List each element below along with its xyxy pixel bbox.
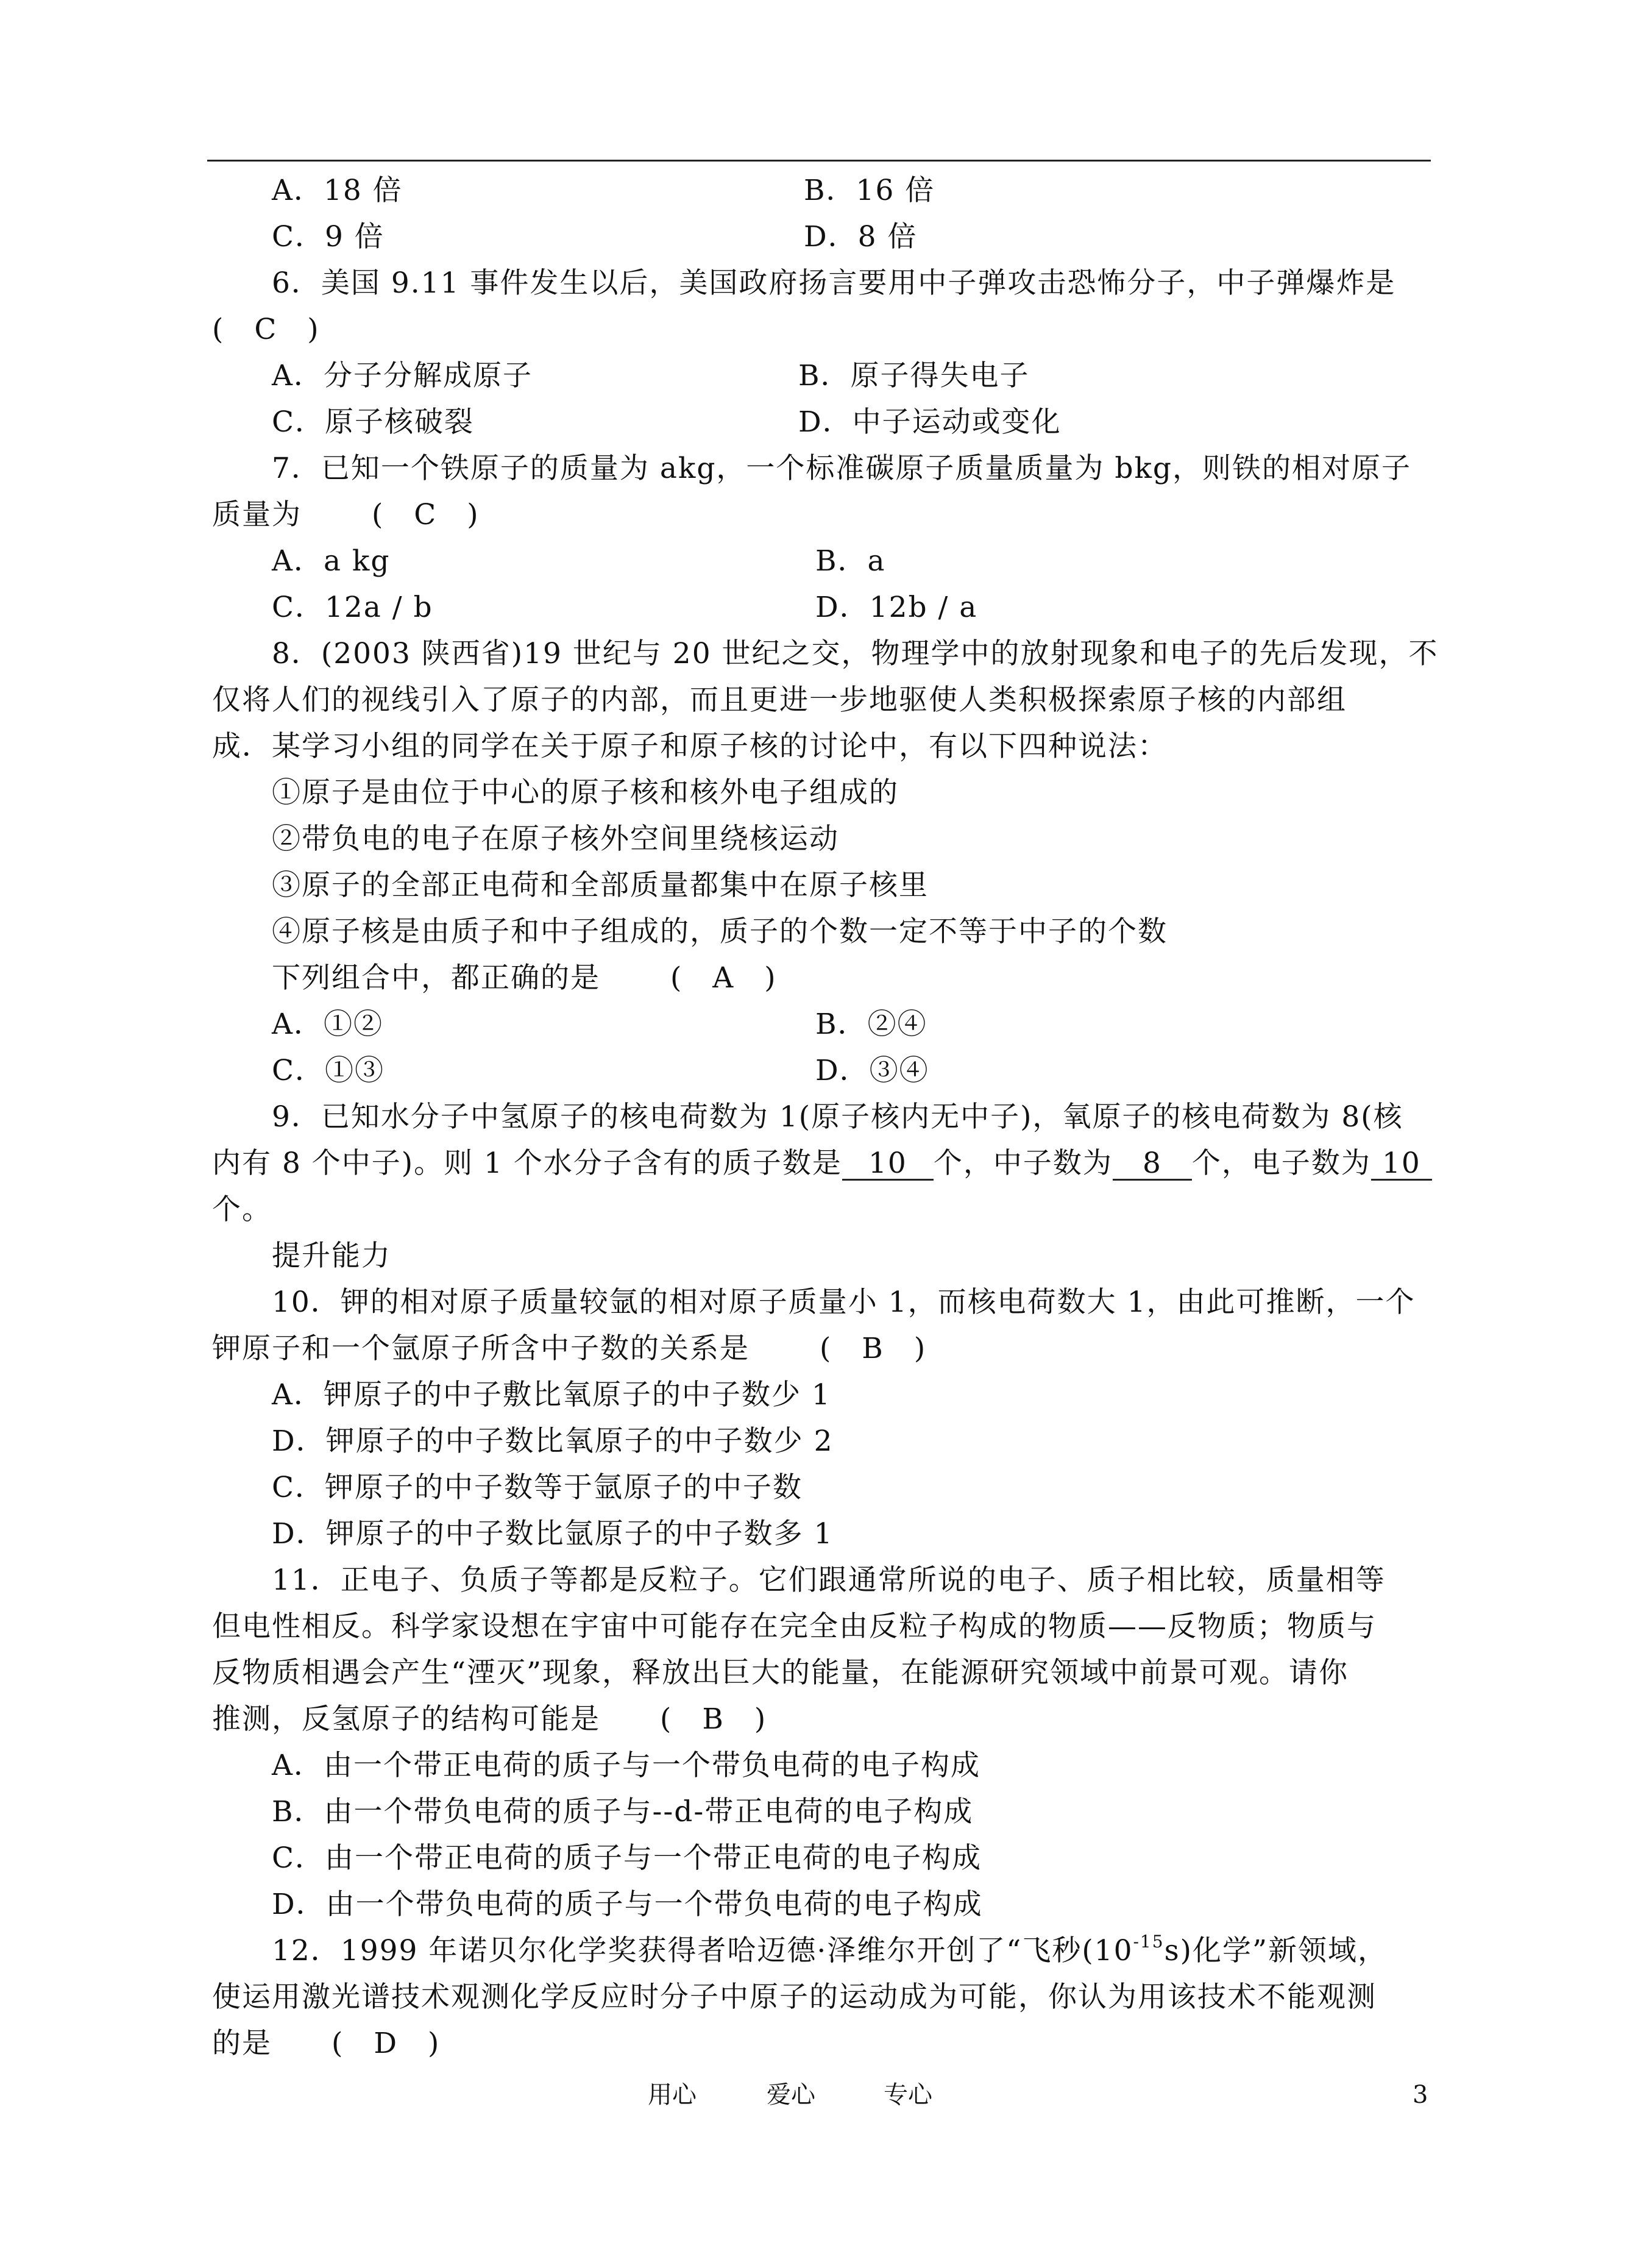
q8-statement-3: ③原子的全部正电荷和全部质量都集中在原子核里 [272, 869, 929, 902]
header-rule [207, 160, 1431, 162]
q9-stem-line1: 9．已知水分子中氢原子的核电荷数为 1(原子核内无中子)，氧原子的核电荷数为 8(核 [272, 1100, 1403, 1134]
q7-option-d: D．12b / a [815, 591, 978, 624]
q9-blank-neutrons: 8 [1113, 1148, 1192, 1181]
q6-stem-line2: ( C ) [212, 313, 320, 346]
q6-stem-line1: 6．美国 9.11 事件发生以后，美国政府扬言要用中子弹攻击恐怖分子，中子弹爆炸是 [272, 266, 1396, 300]
q9-stem-line2 [212, 1145, 1432, 1182]
q12-stem-line1 [272, 1933, 1388, 1969]
q11-stem-line3: 反物质相遇会产生“湮灭”现象，释放出巨大的能量，在能源研究领域中前景可观。请你 [212, 1656, 1349, 1690]
q12-stem-line2: 使运用激光谱技术观测化学反应时分子中原子的运动成为可能，你认为用该技术不能观测 [212, 1980, 1377, 2014]
q10-option-d: D．钾原子的中子数比氩原子的中子数多 1 [272, 1517, 834, 1551]
q8-stem-line1: 8．(2003 陕西省)19 世纪与 20 世纪之交，物理学中的放射现象和电子的先后发现，不 [272, 637, 1439, 670]
q10-stem-line2: 钾原子和一个氩原子所含中子数的关系是 ( B ) [212, 1332, 927, 1365]
q6-option-c: C．原子核破裂 [272, 405, 474, 439]
q8-option-b: B．②④ [815, 1008, 927, 1041]
q7-option-c: C．12a / b [272, 591, 433, 624]
q8-option-c: C．①③ [272, 1054, 385, 1087]
q7-option-b: B．a [815, 544, 886, 578]
q8-stem-line2: 仅将人们的视线引入了原子的内部，而且更进一步地驱使人类积极探索原子核的内部组 [212, 683, 1347, 717]
q8-statement-1: ①原子是由位于中心的原子核和核外电子组成的 [272, 776, 899, 809]
q11-option-d: D．由一个带负电荷的质子与一个带负电荷的电子构成 [272, 1888, 983, 1921]
q12-text-b: s)化学”新领域， [1164, 1934, 1388, 1968]
q12-stem-line3: 的是 ( D ) [212, 2027, 441, 2060]
q9-stem-line3: 个。 [212, 1193, 272, 1226]
q8-statement-2: ②带负电的电子在原子核外空间里绕核运动 [272, 822, 839, 856]
q8-option-a: A．①② [272, 1008, 383, 1041]
q8-option-d: D．③④ [815, 1054, 929, 1087]
q8-question: 下列组合中，都正确的是 ( A ) [272, 961, 777, 995]
q9-text-c: 个，电子数为 [1191, 1146, 1371, 1180]
page-number: 3 [1413, 2081, 1428, 2109]
q10-stem-line1: 10．钾的相对原子质量较氩的相对原子质量小 1，而核电荷数大 1，由此可推断，一个 [272, 1285, 1416, 1319]
q9-blank-protons: 10 [842, 1148, 934, 1181]
q5-option-b: B．16 倍 [804, 174, 935, 207]
q10-option-a: A．钾原子的中子敷比氧原子的中子数少 1 [272, 1378, 831, 1412]
q5-option-c: C．9 倍 [272, 220, 385, 254]
q10-option-c: C．钾原子的中子数等于氩原子的中子数 [272, 1471, 803, 1504]
q9-blank-electrons: 10 [1371, 1148, 1432, 1181]
q6-option-b: B．原子得失电子 [798, 359, 1030, 393]
q11-stem-line1: 11．正电子、负质子等都是反粒子。它们跟通常所说的电子、质子相比较，质量相等 [272, 1563, 1386, 1597]
q8-statement-4: ④原子核是由质子和中子组成的，质子的个数一定不等于中子的个数 [272, 915, 1168, 948]
q7-stem-line1: 7．已知一个铁原子的质量为 akg，一个标准碳原子质量质量为 bkg，则铁的相对原子 [272, 452, 1412, 485]
q12-text-a: 12．1999 年诺贝尔化学奖获得者哈迈德·泽维尔开创了“飞秒(10 [272, 1934, 1133, 1968]
q10-option-b: D．钾原子的中子数比氧原子的中子数少 2 [272, 1424, 834, 1458]
q11-stem-line4: 推测，反氢原子的结构可能是 ( B ) [212, 1702, 767, 1736]
q9-text-a: 内有 8 个中子)。则 1 个水分子含有的质子数是 [212, 1146, 842, 1180]
q7-stem-line2: 质量为 ( C ) [212, 498, 480, 531]
footer-word-3: 专心 [884, 2081, 932, 2109]
q11-option-c: C．由一个带正电荷的质子与一个带正电荷的电子构成 [272, 1841, 982, 1875]
q8-stem-line3: 成．某学习小组的同学在关于原子和原子核的讨论中，有以下四种说法： [212, 730, 1168, 763]
q11-option-b: B．由一个带负电荷的质子与--d-带正电荷的电子构成 [272, 1795, 974, 1829]
footer-word-2: 爱心 [767, 2081, 815, 2109]
q9-text-b: 个，中子数为 [933, 1146, 1113, 1180]
q5-option-d: D．8 倍 [804, 220, 918, 254]
q6-option-d: D．中子运动或变化 [798, 405, 1062, 439]
section-heading: 提升能力 [272, 1239, 391, 1273]
q6-option-a: A．分子分解成原子 [272, 359, 533, 393]
q11-option-a: A．由一个带正电荷的质子与一个带负电荷的电子构成 [272, 1749, 980, 1782]
q12-exponent: -15 [1133, 1932, 1165, 1952]
q11-stem-line2: 但电性相反。科学家设想在宇宙中可能存在完全由反粒子构成的物质——反物质；物质与 [212, 1610, 1377, 1643]
q5-option-a: A．18 倍 [272, 174, 403, 207]
footer-word-1: 用心 [648, 2081, 697, 2109]
q7-option-a: A．a kg [272, 544, 391, 578]
